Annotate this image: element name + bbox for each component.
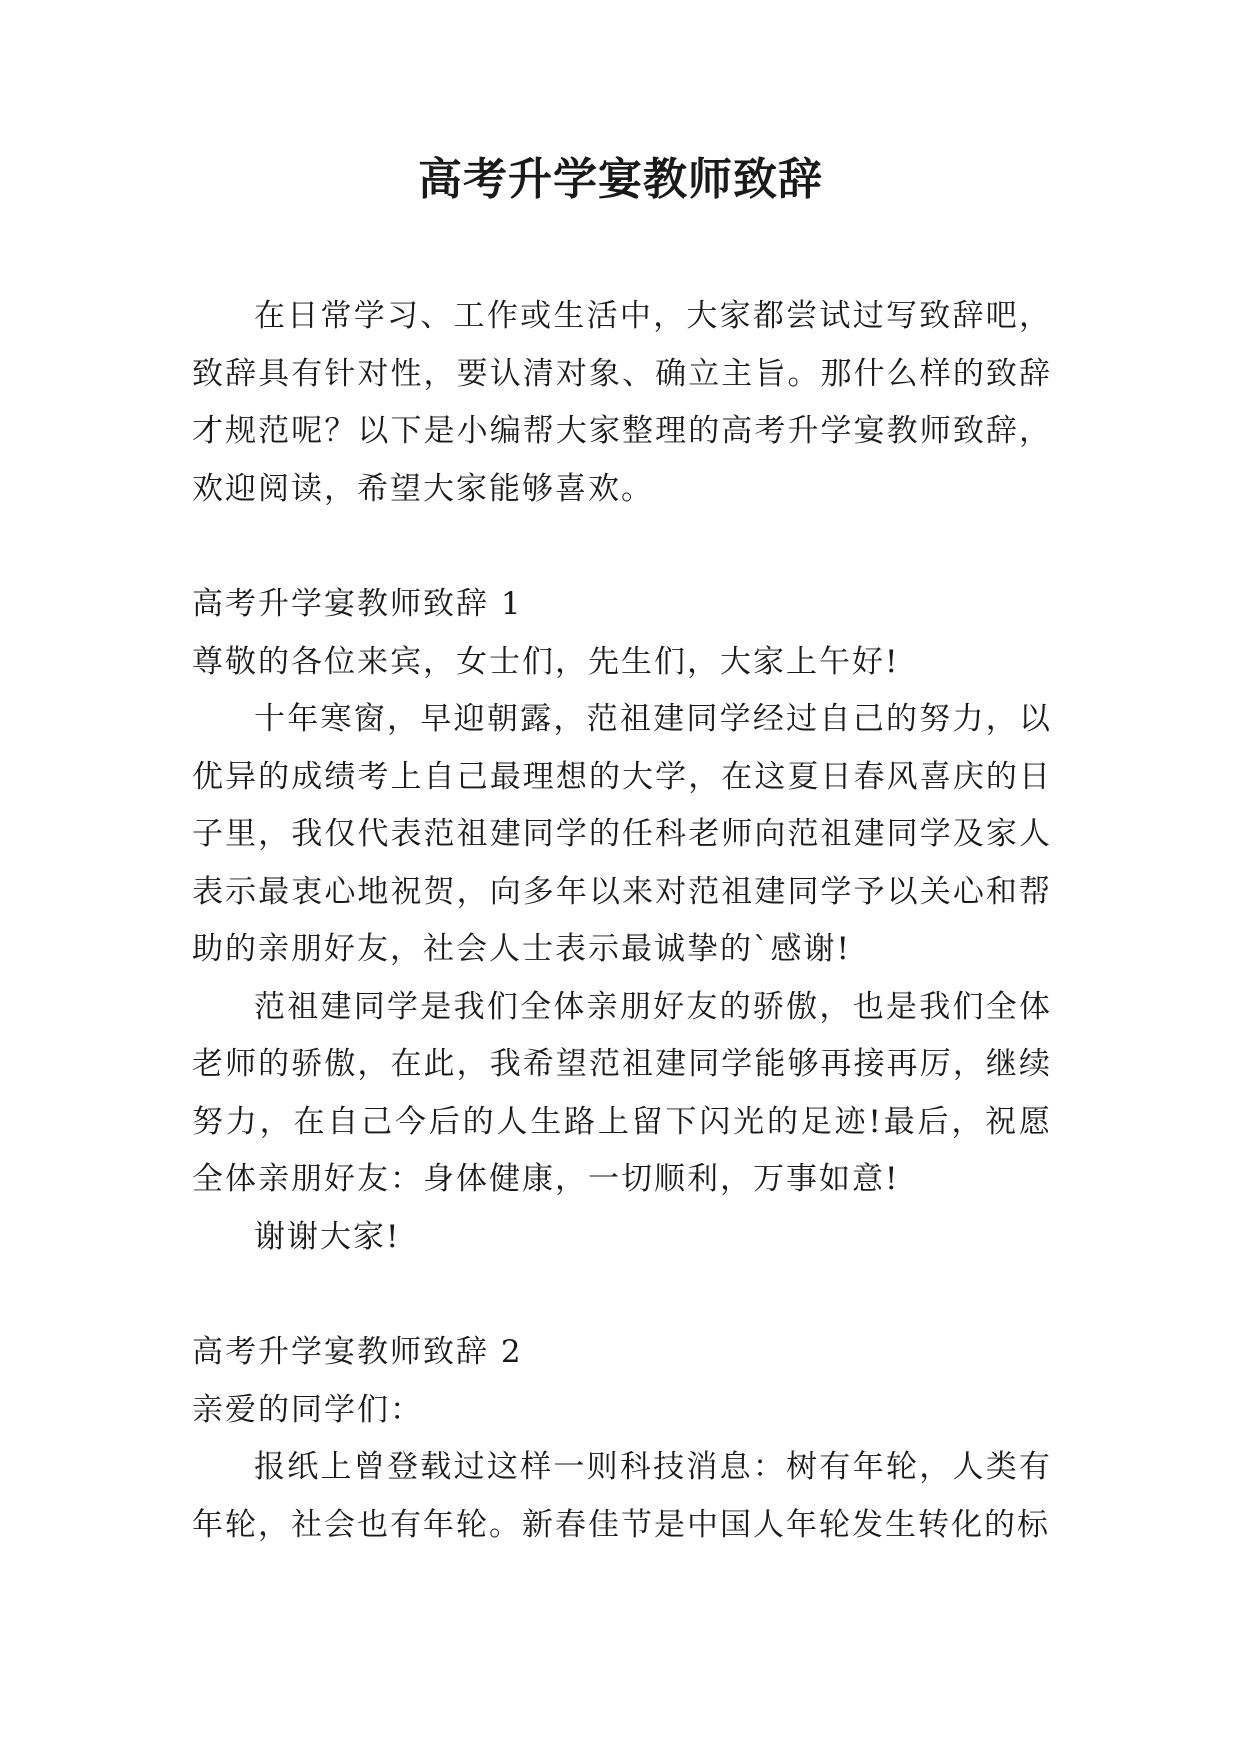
section-2-salutation: 亲爱的同学们：	[192, 1391, 423, 1428]
document-title: 高考升学宴教师致辞	[418, 154, 823, 205]
intro-paragraph: 在日常学习、工作或生活中，大家都尝试过写致辞吧，致辞具有针对性，要认清对象、确立主旨。那什么样的致辞才规范呢？以下是小编帮大家整理的高考升学宴教师致辞，欢迎阅读，希望大家能够喜欢。	[192, 298, 1052, 507]
section-2-heading: 高考升学宴教师致辞 2	[192, 1334, 523, 1370]
section-1-closing: 谢谢大家!	[254, 1218, 401, 1255]
section-1-paragraph-1: 十年寒窗，早迎朝露，范祖建同学经过自己的努力，以优异的成绩考上自己最理想的大学，在这夏日春风喜庆的日子里，我仅代表范祖建同学的任科老师向范祖建同学及家人表示最衷心地祝贺，向多年以来对范祖建同学予以关心和帮助的亲朋好友，社会人士表示最诚挚的`感谢!	[192, 701, 1052, 967]
section-1-heading: 高考升学宴教师致辞 1	[192, 586, 523, 622]
section-1-salutation: 尊敬的各位来宾，女士们，先生们，大家上午好!	[192, 643, 900, 680]
document-body	[192, 288, 1052, 1554]
section-1-paragraph-2: 范祖建同学是我们全体亲朋好友的骄傲，也是我们全体老师的骄傲，在此，我希望范祖建同学能够再接再厉，继续努力，在自己今后的人生路上留下闪光的足迹!最后，祝愿全体亲朋好友：身体健康，一切顺利，万事如意!	[192, 988, 1052, 1197]
section-2-paragraph-1: 报纸上曾登载过这样一则科技消息：树有年轮，人类有年轮，社会也有年轮。新春佳节是中国人年轮发生转化的标	[192, 1449, 1052, 1543]
paragraph-gap	[192, 518, 1052, 576]
paragraph-gap	[192, 1266, 1052, 1324]
